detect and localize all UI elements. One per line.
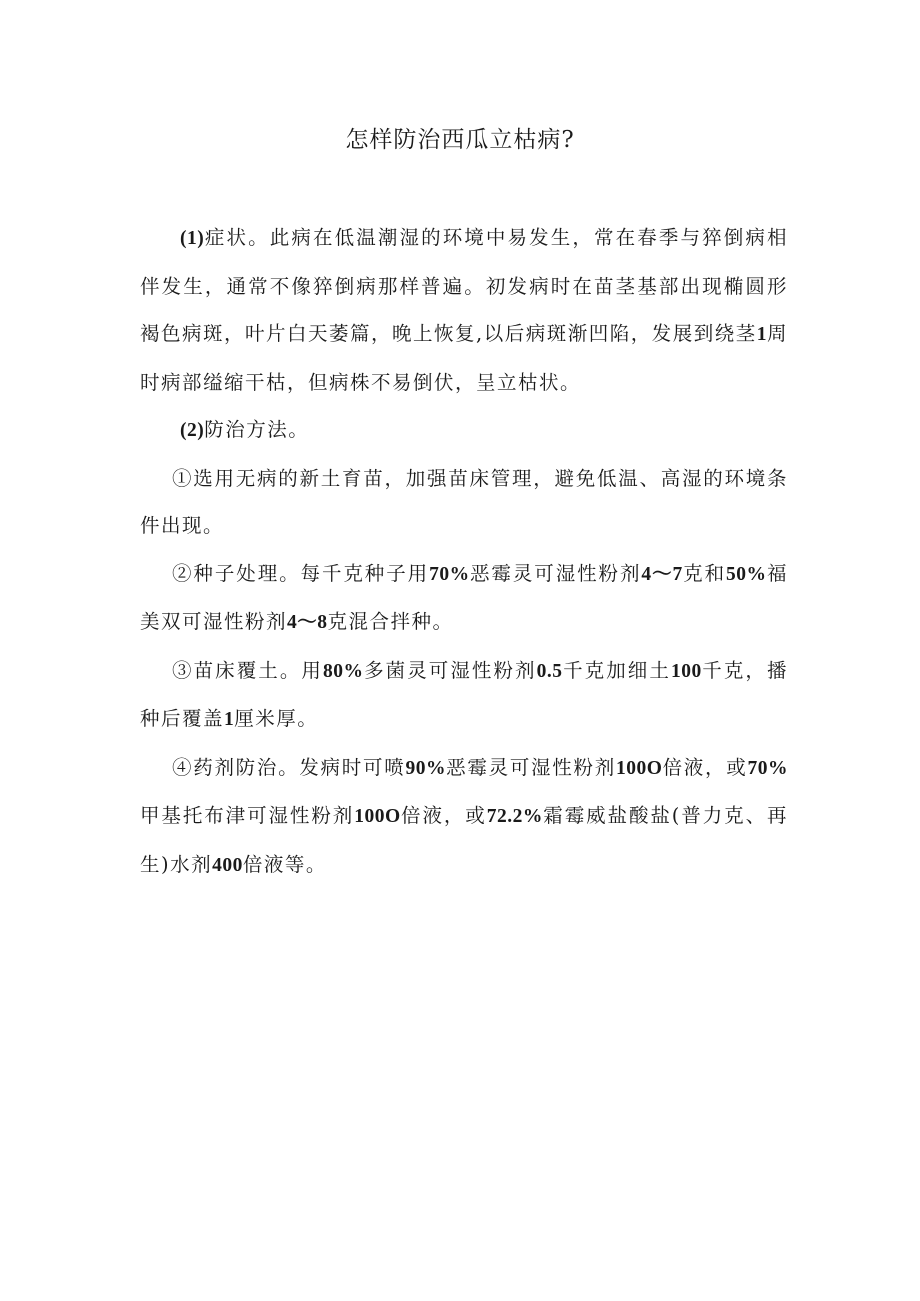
document-title: 怎样防治西瓜立枯病? bbox=[345, 127, 575, 153]
numeric-value: 70% bbox=[747, 757, 788, 779]
paragraph-text: 克混合拌种。 bbox=[327, 610, 454, 633]
numeric-value: 400 bbox=[212, 854, 243, 876]
paragraph-symptoms bbox=[140, 214, 788, 406]
numeric-value: 0.5 bbox=[536, 660, 563, 682]
section-number: (1) bbox=[180, 228, 205, 249]
paragraph-methods bbox=[140, 406, 788, 455]
paragraph-text: ③苗床覆土。用 bbox=[172, 658, 323, 682]
paragraph-text: 厘米厚。 bbox=[234, 707, 319, 730]
section-number: (2) bbox=[180, 420, 205, 441]
numeric-value: 1 bbox=[224, 709, 235, 730]
paragraph-text: 甲基托布津可湿性粉剂 bbox=[140, 804, 355, 827]
paragraph-item-4 bbox=[140, 744, 788, 890]
paragraph-text: 倍液，或 bbox=[400, 804, 487, 827]
paragraph-text: 千克加细土 bbox=[562, 658, 671, 682]
paragraph-text: ①选用无病的新土育苗，加强苗床管理，避免低温、高湿的环境条件出现。 bbox=[140, 466, 788, 537]
numeric-value: 1 bbox=[756, 324, 767, 345]
paragraph-text: ④药剂防治。发病时可喷 bbox=[172, 755, 406, 779]
paragraph-text: 霜霉威盐酸盐(普力克、再生)水剂 bbox=[140, 804, 788, 876]
paragraph-text: 防治方法。 bbox=[204, 418, 310, 441]
paragraph-item-1 bbox=[140, 455, 788, 550]
paragraph-text: 症状。此病在低温潮湿的环境中易发生，常在春季与猝倒病相伴发生，通常不像猝倒病那样普遍。初发病时在苗茎基部出现椭圆形褐色病斑，叶片白天萎篇，晚上恢复,以后病斑渐凹陷，发展到绕茎 bbox=[140, 226, 788, 345]
paragraph-text: 福美双可湿性粉剂 bbox=[140, 561, 788, 633]
numeric-value: 80% bbox=[323, 660, 364, 682]
paragraph-text: 恶霉灵可湿性粉剂 bbox=[469, 561, 642, 585]
paragraph-item-3 bbox=[140, 647, 788, 744]
paragraph-text: 多菌灵可湿性粉剂 bbox=[363, 658, 537, 682]
document-body bbox=[140, 214, 788, 889]
numeric-value: 70% bbox=[429, 563, 470, 585]
numeric-value: 100O bbox=[615, 757, 663, 779]
paragraph-text: 倍液等。 bbox=[242, 852, 327, 876]
numeric-value: 4～8 bbox=[287, 612, 328, 633]
numeric-value: 4～7 bbox=[641, 563, 683, 585]
paragraph-text: 恶霉灵可湿性粉剂 bbox=[445, 755, 616, 779]
paragraph-text: ②种子处理。每千克种子用 bbox=[172, 561, 430, 585]
numeric-value: 50% bbox=[726, 563, 767, 585]
numeric-value: 72.2% bbox=[486, 806, 543, 827]
paragraph-text: 周时病部缢缩干枯，但病株不易倒伏，呈立枯状。 bbox=[140, 322, 788, 394]
paragraph-text: 倍液，或 bbox=[662, 755, 748, 779]
paragraph-item-2 bbox=[140, 550, 788, 647]
numeric-value: 100O bbox=[354, 806, 401, 827]
numeric-value: 100 bbox=[670, 660, 702, 682]
paragraph-text: 克和 bbox=[682, 561, 727, 585]
numeric-value: 90% bbox=[405, 757, 446, 779]
paragraph-text: 千克，播种后覆盖 bbox=[140, 658, 788, 730]
